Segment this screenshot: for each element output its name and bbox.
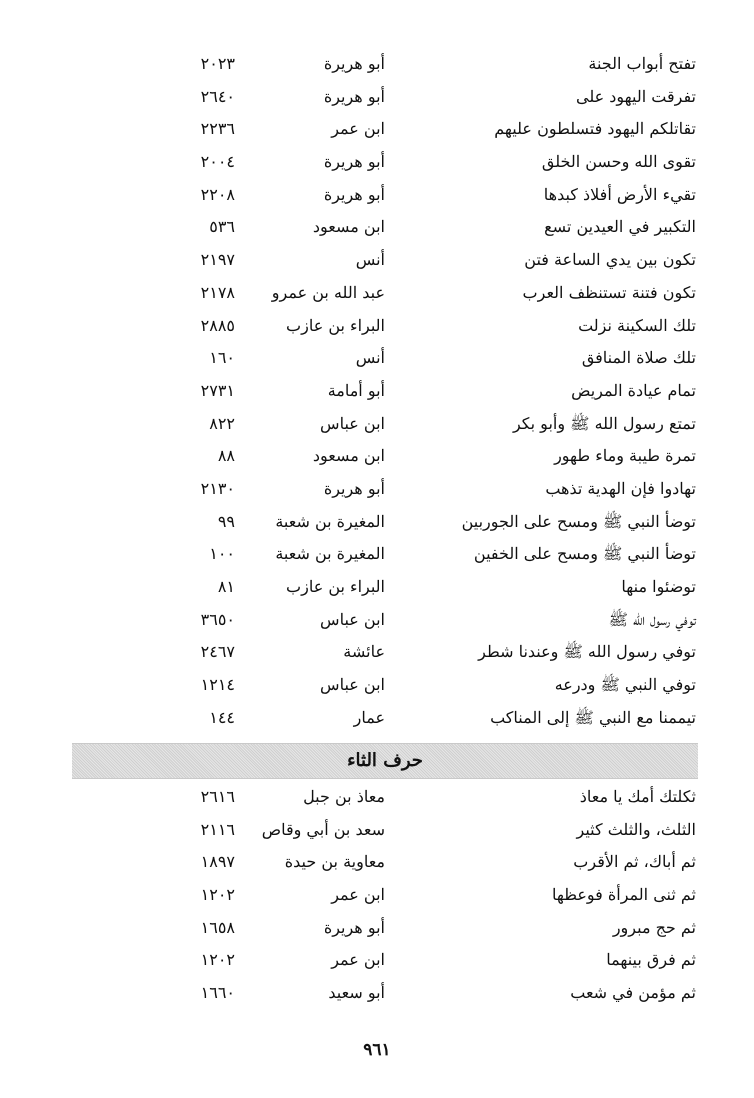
entry-text: تمام عيادة المريض (571, 380, 696, 400)
entry-hadith-number: ٢١٣٠ (200, 478, 235, 498)
entry-hadith-number: ٩٩ (217, 511, 235, 531)
entry-hadith-number: ١٢٠٢ (200, 885, 235, 905)
entry-hadith-number: ٨٨ (217, 446, 235, 466)
entry-narrator: ابن عباس (320, 609, 385, 629)
index-entry-row (0, 244, 754, 277)
entry-narrator: معاوية بن حيدة (284, 852, 385, 872)
entry-narrator: أنس (355, 250, 385, 270)
entry-text: تفرقت اليهود على (576, 86, 696, 106)
entry-hadith-number: ٢١٩٧ (200, 250, 235, 270)
entry-narrator: أبو أمامة (327, 380, 385, 400)
entry-narrator: البراء بن عازب (286, 315, 385, 335)
entry-text: تيممنا مع النبي ﷺ إلى المناكب (490, 707, 696, 727)
entry-text: ثكلتك أمك يا معاذ (579, 787, 696, 806)
entry-hadith-number: ٢١٧٨ (200, 282, 235, 302)
index-entry-row (0, 604, 754, 637)
entry-narrator: أنس (355, 348, 385, 368)
entry-narrator: أبو هريرة (323, 86, 385, 106)
entry-narrator: معاذ بن جبل (303, 787, 385, 806)
index-entry-row (0, 781, 754, 814)
entry-narrator: أبو هريرة (323, 478, 385, 498)
entry-narrator: ابن عمر (331, 119, 385, 139)
entry-narrator: المغيرة بن شعبة (275, 511, 385, 531)
entry-hadith-number: ٢٤٦٧ (200, 642, 235, 662)
entry-text: تكون بين يدي الساعة فتن (524, 250, 696, 270)
entry-narrator: المغيرة بن شعبة (275, 544, 385, 564)
entry-text: توفي رسول الله ﷺ (608, 609, 696, 629)
entry-text: تمتع رسول الله ﷺ وأبو بكر (512, 413, 696, 433)
entry-hadith-number: ١٢١٤ (200, 675, 235, 695)
entry-hadith-number: ١٦٥٨ (200, 917, 235, 937)
entry-text: تلك السكينة نزلت (578, 315, 696, 335)
entry-narrator: أبو هريرة (323, 54, 385, 73)
entry-text: الثلث، والثلث كثير (576, 819, 696, 839)
index-entry-row (0, 375, 754, 408)
index-entry-row (0, 342, 754, 375)
entry-narrator: ابن مسعود (312, 217, 385, 237)
index-entry-row (0, 669, 754, 702)
entries-list-tha (0, 781, 754, 1010)
index-entry-row (0, 879, 754, 912)
entry-text: تمرة طيبة وماء طهور (554, 446, 696, 466)
entry-hadith-number: ١٦٦٠ (200, 983, 235, 1003)
entry-text: تقوى الله وحسن الخلق (541, 152, 696, 172)
entry-hadith-number: ٢٦٤٠ (200, 86, 235, 106)
entry-hadith-number: ٢٨٨٥ (200, 315, 235, 335)
entry-text: تفتح أبواب الجنة (588, 54, 696, 73)
entry-narrator: عمار (353, 707, 385, 727)
index-entry-row (0, 538, 754, 571)
index-entry-row (0, 81, 754, 114)
entry-text: تلك صلاة المنافق (581, 348, 696, 368)
index-entry-row (0, 146, 754, 179)
index-entry-row (0, 113, 754, 146)
index-entry-row (0, 211, 754, 244)
entry-narrator: عائشة (343, 642, 385, 662)
index-entry-row (0, 48, 754, 81)
entry-hadith-number: ٣٦٥٠ (200, 609, 235, 629)
entry-hadith-number: ٢٠٠٤ (200, 152, 235, 172)
entry-text: توفي النبي ﷺ ودرعه (554, 675, 696, 695)
entry-text: توضأ النبي ﷺ ومسح على الجوربين (461, 511, 696, 531)
index-entry-row (0, 473, 754, 506)
entry-text: تقاتلكم اليهود فتسلطون عليهم (494, 119, 696, 139)
entry-narrator: عبد الله بن عمرو (271, 282, 385, 302)
index-entry-row (0, 179, 754, 212)
entry-text: تهادوا فإن الهدية تذهب (545, 478, 696, 498)
index-entry-row (0, 408, 754, 441)
index-entry-row (0, 814, 754, 847)
entry-hadith-number: ٢٢٣٦ (200, 119, 235, 139)
index-entry-row (0, 571, 754, 604)
entry-narrator: ابن عباس (320, 675, 385, 695)
entries-list-ta (0, 48, 754, 734)
section-heading-band (72, 743, 698, 779)
entry-text: ثم ثنى المرأة فوعظها (551, 885, 696, 905)
entry-hadith-number: ٢١١٦ (200, 819, 235, 839)
entry-hadith-number: ٢٢٠٨ (200, 184, 235, 204)
index-entry-row (0, 702, 754, 735)
entry-hadith-number: ١٤٤ (209, 707, 235, 727)
index-entry-row (0, 912, 754, 945)
entry-text: توضأ النبي ﷺ ومسح على الخفين (473, 544, 696, 564)
entry-hadith-number: ١٦٠ (209, 348, 235, 368)
entry-text: توضئوا منها (621, 577, 696, 596)
entry-text: التكبير في العيدين تسع (544, 217, 696, 237)
entry-narrator: أبو هريرة (323, 917, 385, 937)
entry-text: ثم أباك، ثم الأقرب (573, 852, 696, 872)
entry-text: ثم فرق بينهما (606, 950, 696, 970)
index-entry-row (0, 977, 754, 1010)
entry-narrator: ابن عباس (320, 413, 385, 433)
entry-text: توفي رسول الله ﷺ وعندنا شطر (478, 642, 696, 662)
entry-text: ثم مؤمن في شعب (570, 983, 696, 1003)
entry-text: تكون فتنة تستنظف العرب (522, 282, 696, 302)
section-heading: حرف الثاء (347, 750, 423, 771)
entry-narrator: ابن عمر (331, 950, 385, 970)
entry-hadith-number: ٥٣٦ (209, 217, 235, 237)
entry-narrator: أبو سعيد (328, 983, 385, 1003)
index-entry-row (0, 944, 754, 977)
index-entry-row (0, 846, 754, 879)
entry-narrator: ابن مسعود (312, 446, 385, 466)
entry-text: تقيء الأرض أفلاذ كبدها (543, 184, 696, 204)
entry-hadith-number: ١٠٠ (209, 544, 235, 564)
index-entry-row (0, 506, 754, 539)
entry-hadith-number: ٢٦١٦ (200, 787, 235, 806)
entry-hadith-number: ١٨٩٧ (200, 852, 235, 872)
entry-narrator: سعد بن أبي وقاص (261, 819, 385, 839)
entry-hadith-number: ٨٢٢ (209, 413, 235, 433)
entry-hadith-number: ١٢٠٢ (200, 950, 235, 970)
entry-hadith-number: ٨١ (217, 577, 235, 596)
entry-text: ثم حج مبرور (612, 917, 696, 937)
index-entry-row (0, 440, 754, 473)
index-entry-row (0, 310, 754, 343)
entry-narrator: أبو هريرة (323, 152, 385, 172)
index-entry-row (0, 636, 754, 669)
page-number: ٩٦١ (363, 1040, 391, 1060)
entry-narrator: ابن عمر (331, 885, 385, 905)
entry-hadith-number: ٢٠٢٣ (200, 54, 235, 73)
entry-narrator: أبو هريرة (323, 184, 385, 204)
entry-hadith-number: ٢٧٣١ (200, 380, 235, 400)
entry-narrator: البراء بن عازب (286, 577, 385, 596)
index-entry-row (0, 277, 754, 310)
